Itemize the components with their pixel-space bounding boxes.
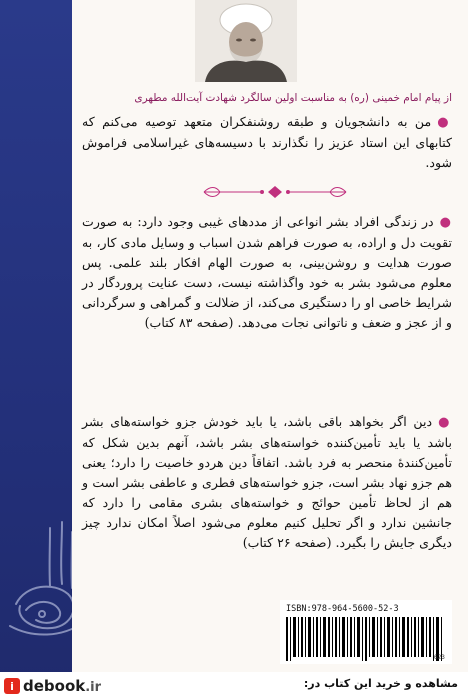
paragraph-1-text: من به دانشجویان و طبقه روشنفکران متعهد توصیه می‌کنم که کتابهای این استاد عزیز را نگذارند با دسیسه‌های غیراسلامی فراموش شود.: [82, 114, 452, 170]
text-panel: [72, 0, 468, 700]
logo-mark-icon: i: [4, 678, 20, 694]
portrait-photo-icon: [195, 0, 297, 82]
page-reference: (صفحه ۸۳ کتاب): [144, 315, 234, 330]
paragraph-1: [82, 112, 452, 173]
paragraph-2: [82, 212, 452, 333]
logo-name: debook: [23, 677, 86, 695]
bullet-icon: ●: [439, 215, 452, 230]
idebook-logo[interactable]: [4, 676, 101, 696]
paragraph-3-text: دین اگر بخواهد باقی باشد، یا باید خودش جزو خواسته‌های بشر باشد یا باید تأمین‌کننده خواسته‌های بشر باشد، آنهم بدین شکل که تأمین‌کنندهٔ منحصر به فرد باشد. اتفاقاً دین هردو خاصیت را دارد؛ یعنی هم جزو نهاد بشر است، جزو خواسته‌های فطری و عاطفی بشر است و هم از لحاظ تأمین حوائج و خواسته‌های بشری مقامی را دارد که جانشین ندارد و اگر تحلیل کنیم معلوم می‌شود اصلاً امکان ندارد چیز دیگری جایش را بگیرد.: [82, 414, 452, 550]
footer-purchase-text: مشاهده و خرید این کتاب در:: [303, 677, 458, 690]
isbn-label: ISBN:978-964-5600-52-3: [286, 604, 399, 614]
portrait-caption: از پیام امام خمینی (ره) به مناسبت اولین سالگرد شهادت آیت‌الله مطهری: [134, 92, 452, 104]
barcode-number: 623: [434, 654, 445, 661]
logo-wordmark: [23, 677, 101, 695]
divider-ornament-icon: [200, 184, 350, 200]
bullet-icon: ●: [438, 415, 452, 430]
barcode-icon: [286, 617, 448, 661]
bullet-icon: ●: [437, 115, 453, 130]
paragraph-2-text: در زندگی افراد بشر انواعی از مددهای غیبی وجود دارد: به صورت تقویت دل و اراده، به صورت فراهم شدن اسباب و وسایل مادی کار، به صورت هدایت و روشن‌بینی، به صورت الهام افکار بلند علمی. پس معلوم می‌شود بشر به خود واگذاشته نیست، دست عنایت پروردگار در شرایط خاصی او را دستگیری می‌کند، از ضلالت و گمراهی و سرگردانی و از عجز و ضعف و ناتوانی نجات می‌دهد.: [82, 214, 452, 330]
logo-tld: .ir: [85, 680, 102, 695]
page-reference: (صفحه ۲۶ کتاب): [242, 535, 332, 550]
author-portrait: [195, 0, 297, 82]
paragraph-3: [82, 412, 452, 553]
